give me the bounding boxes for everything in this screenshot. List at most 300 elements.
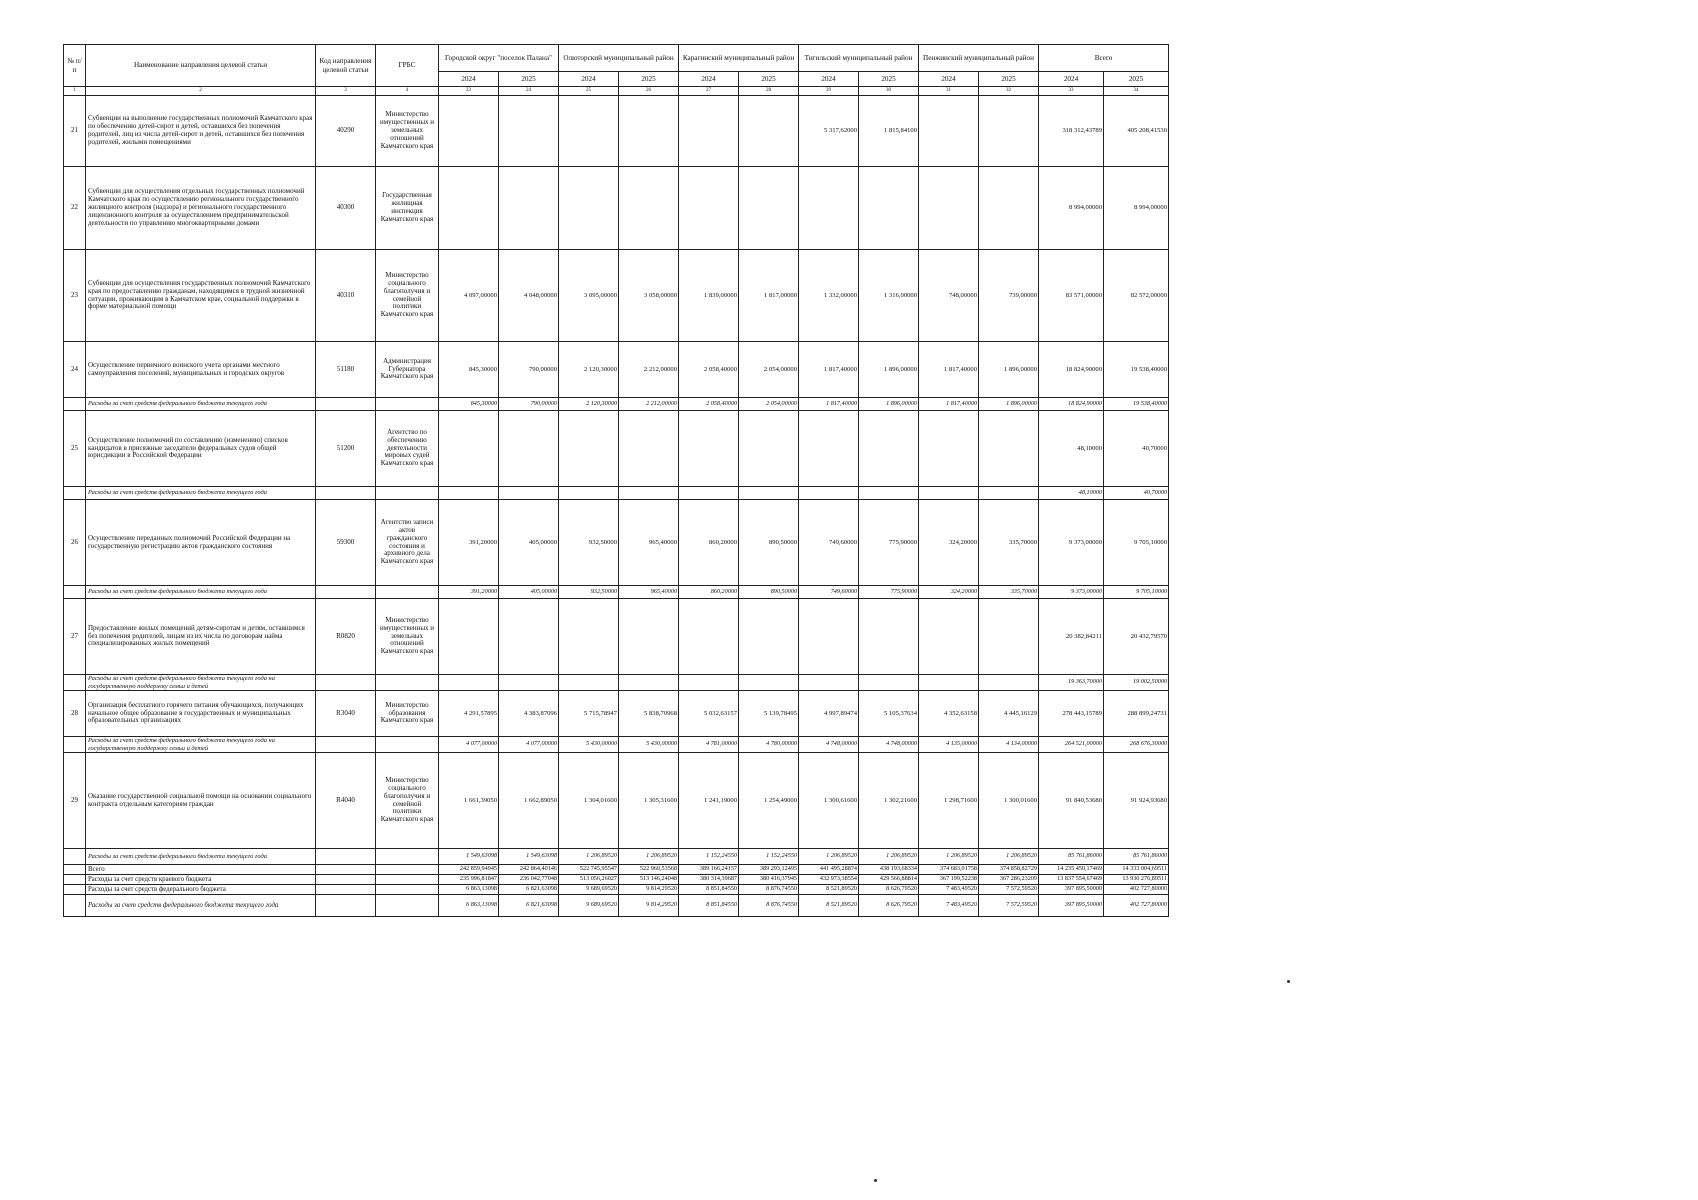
row-grbs xyxy=(376,885,439,895)
row-grbs xyxy=(376,487,439,500)
table-row xyxy=(64,691,1169,737)
header-year: 2025 xyxy=(1104,72,1169,87)
value-cell: 5 317,62000 xyxy=(799,96,859,167)
value-cell: 4 445,16129 xyxy=(979,691,1039,737)
row-code: 51180 xyxy=(316,342,376,398)
row-number: 24 xyxy=(64,342,86,398)
value-cell: 2 054,00000 xyxy=(739,342,799,398)
value-cell: 397 895,50000 xyxy=(1039,895,1104,917)
column-number: 33 xyxy=(1039,87,1104,96)
row-number: 27 xyxy=(64,599,86,675)
value-cell: 18 824,90000 xyxy=(1039,398,1104,411)
value-cell: 18 824,90000 xyxy=(1039,342,1104,398)
value-cell: 242 859,94945 xyxy=(439,865,499,875)
value-cell: 1 206,89520 xyxy=(859,849,919,865)
value-cell: 4 781,00000 xyxy=(679,737,739,753)
header-group-penzhinsky: Пенжинский муниципальный район xyxy=(919,45,1039,72)
value-cell xyxy=(499,411,559,487)
value-cell: 6 863,13098 xyxy=(439,885,499,895)
column-number: 1 xyxy=(64,87,86,96)
value-cell: 324,20000 xyxy=(919,586,979,599)
row-number: 28 xyxy=(64,691,86,737)
value-cell: 5 430,00000 xyxy=(559,737,619,753)
value-cell xyxy=(619,167,679,250)
table-header xyxy=(64,45,1169,96)
value-cell: 8 626,79520 xyxy=(859,895,919,917)
value-cell: 405,00000 xyxy=(499,586,559,599)
value-cell: 380 314,39687 xyxy=(679,875,739,885)
row-code xyxy=(316,865,376,875)
header-year: 2024 xyxy=(799,72,859,87)
value-cell xyxy=(499,675,559,691)
value-cell: 775,90000 xyxy=(859,500,919,586)
value-cell: 1 241,19000 xyxy=(679,753,739,849)
value-cell xyxy=(739,411,799,487)
value-cell: 1 206,89520 xyxy=(559,849,619,865)
column-number: 26 xyxy=(619,87,679,96)
value-cell: 19 363,70000 xyxy=(1039,675,1104,691)
value-cell xyxy=(619,675,679,691)
value-cell: 4 383,87096 xyxy=(499,691,559,737)
table-body xyxy=(64,96,1169,917)
row-name: Организация бесплатного горячего питания обучающихся, получающих начальное общее образование в государственных и муниципальных образовательных организациях xyxy=(86,691,316,737)
value-cell: 8 521,89520 xyxy=(799,895,859,917)
column-number: 34 xyxy=(1104,87,1169,96)
value-cell: 1 815,84100 xyxy=(859,96,919,167)
subtotal-row xyxy=(64,849,1169,865)
value-cell: 1 896,00000 xyxy=(859,342,919,398)
value-cell xyxy=(619,411,679,487)
value-cell: 1 305,31600 xyxy=(619,753,679,849)
row-grbs: Министерство имущественных и земельных отношений Камчатского края xyxy=(376,96,439,167)
table-row xyxy=(64,342,1169,398)
table-row xyxy=(64,411,1169,487)
header-year: 2025 xyxy=(499,72,559,87)
value-cell: 9 705,10000 xyxy=(1104,500,1169,586)
value-cell: 965,40000 xyxy=(619,586,679,599)
row-code xyxy=(316,675,376,691)
value-cell: 8 994,00000 xyxy=(1039,167,1104,250)
value-cell: 82 572,00000 xyxy=(1104,250,1169,342)
column-number: 30 xyxy=(859,87,919,96)
value-cell xyxy=(979,167,1039,250)
value-cell: 389 293,12495 xyxy=(739,865,799,875)
row-name: Осуществление первичного воинского учета органами местного самоуправления поселений, муниципальных и городских округов xyxy=(86,342,316,398)
value-cell: 83 571,00000 xyxy=(1039,250,1104,342)
scan-speck xyxy=(874,1179,877,1182)
total-row xyxy=(64,865,1169,875)
header-year: 2024 xyxy=(919,72,979,87)
column-number: 24 xyxy=(499,87,559,96)
row-number xyxy=(64,849,86,865)
row-name: Расходы за счет средств федерального бюджета текущего года xyxy=(86,487,316,500)
row-code: 59300 xyxy=(316,500,376,586)
column-number: 32 xyxy=(979,87,1039,96)
value-cell xyxy=(739,167,799,250)
value-cell: 7 572,59520 xyxy=(979,895,1039,917)
subtotal-row xyxy=(64,586,1169,599)
value-cell: 739,00000 xyxy=(979,250,1039,342)
row-grbs: Министерство имущественных и земельных отношений Камчатского края xyxy=(376,599,439,675)
row-code xyxy=(316,895,376,917)
value-cell xyxy=(919,411,979,487)
value-cell xyxy=(499,96,559,167)
header-group-karaginsky: Карагинский муниципальный район xyxy=(679,45,799,72)
row-name: Расходы за счет средств федерального бюджета текущего года xyxy=(86,895,316,917)
value-cell: 8 876,74550 xyxy=(739,885,799,895)
value-cell: 860,20000 xyxy=(679,586,739,599)
value-cell: 3 058,00000 xyxy=(619,250,679,342)
subtotal-row xyxy=(64,675,1169,691)
value-cell: 5 430,00000 xyxy=(619,737,679,753)
row-code: 51200 xyxy=(316,411,376,487)
value-cell: 8 626,79520 xyxy=(859,885,919,895)
row-name: Расходы за счет средств федерального бюджета текущего года xyxy=(86,398,316,411)
value-cell: 9 814,29520 xyxy=(619,895,679,917)
value-cell: 5 032,63157 xyxy=(679,691,739,737)
value-cell: 19 538,40000 xyxy=(1104,398,1169,411)
row-grbs: Агентство по обеспечению деятельности мировых судей Камчатского края xyxy=(376,411,439,487)
value-cell: 268 676,30000 xyxy=(1104,737,1169,753)
row-grbs xyxy=(376,675,439,691)
value-cell: 14 235 450,17469 xyxy=(1039,865,1104,875)
value-cell xyxy=(619,487,679,500)
value-cell xyxy=(919,675,979,691)
value-cell: 8 851,84550 xyxy=(679,895,739,917)
row-code xyxy=(316,586,376,599)
value-cell: 1 206,89520 xyxy=(979,849,1039,865)
value-cell xyxy=(679,487,739,500)
value-cell: 391,20000 xyxy=(439,586,499,599)
value-cell: 932,50000 xyxy=(559,586,619,599)
value-cell xyxy=(619,96,679,167)
value-cell: 1 206,89520 xyxy=(619,849,679,865)
value-cell: 513 056,26027 xyxy=(559,875,619,885)
row-name: Осуществление полномочий по составлению (изменению) списков кандидатов в присяжные заседатели федеральных судов общей юрисдикции в Российской Федерации xyxy=(86,411,316,487)
value-cell: 3 095,00000 xyxy=(559,250,619,342)
value-cell: 235 996,81847 xyxy=(439,875,499,885)
value-cell xyxy=(979,96,1039,167)
row-number xyxy=(64,737,86,753)
value-cell xyxy=(439,599,499,675)
row-name: Осуществление переданных полномочий Российской Федерации на государственную регистрацию актов гражданского состояния xyxy=(86,500,316,586)
value-cell: 374 858,82729 xyxy=(979,865,1039,875)
value-cell xyxy=(439,487,499,500)
value-cell xyxy=(919,96,979,167)
value-cell: 1 298,71600 xyxy=(919,753,979,849)
value-cell: 91 840,53680 xyxy=(1039,753,1104,849)
value-cell: 438 193,68334 xyxy=(859,865,919,875)
value-cell: 7 572,59520 xyxy=(979,885,1039,895)
value-cell: 8 851,84550 xyxy=(679,885,739,895)
row-number: 26 xyxy=(64,500,86,586)
row-number xyxy=(64,895,86,917)
table-row xyxy=(64,167,1169,250)
row-grbs xyxy=(376,895,439,917)
value-cell: 19 002,50000 xyxy=(1104,675,1169,691)
value-cell: 48,10000 xyxy=(1039,411,1104,487)
value-cell: 1 254,49000 xyxy=(739,753,799,849)
column-number-row xyxy=(64,87,1169,96)
value-cell: 1 304,01600 xyxy=(559,753,619,849)
row-grbs xyxy=(376,586,439,599)
row-grbs: Администрация Губернатора Камчатского края xyxy=(376,342,439,398)
value-cell: 790,00000 xyxy=(499,398,559,411)
value-cell xyxy=(919,599,979,675)
value-cell: 4 077,00000 xyxy=(439,737,499,753)
column-number: 23 xyxy=(439,87,499,96)
value-cell: 13 837 554,67469 xyxy=(1039,875,1104,885)
value-cell: 429 566,88814 xyxy=(859,875,919,885)
row-grbs xyxy=(376,398,439,411)
value-cell: 8 521,89520 xyxy=(799,885,859,895)
header-year: 2025 xyxy=(619,72,679,87)
value-cell: 790,00000 xyxy=(499,342,559,398)
value-cell: 14 333 004,69511 xyxy=(1104,865,1169,875)
column-number: 27 xyxy=(679,87,739,96)
row-number xyxy=(64,675,86,691)
value-cell xyxy=(499,167,559,250)
value-cell: 367 199,52238 xyxy=(919,875,979,885)
value-cell: 1 206,89520 xyxy=(919,849,979,865)
value-cell xyxy=(679,96,739,167)
row-number xyxy=(64,398,86,411)
value-cell: 6 821,63098 xyxy=(499,885,559,895)
value-cell: 8 994,00000 xyxy=(1104,167,1169,250)
value-cell: 236 042,77048 xyxy=(499,875,559,885)
value-cell: 860,20000 xyxy=(679,500,739,586)
value-cell xyxy=(439,675,499,691)
value-cell: 40,70000 xyxy=(1104,411,1169,487)
value-cell: 845,30000 xyxy=(439,398,499,411)
value-cell: 7 483,49520 xyxy=(919,885,979,895)
header-grbs: ГРБС xyxy=(376,45,439,87)
header-group-tigilsky: Тигильский муниципальный район xyxy=(799,45,919,72)
value-cell xyxy=(559,96,619,167)
row-grbs xyxy=(376,865,439,875)
value-cell: 432 973,38554 xyxy=(799,875,859,885)
value-cell: 4 748,00000 xyxy=(799,737,859,753)
row-code xyxy=(316,875,376,885)
row-number xyxy=(64,586,86,599)
value-cell: 749,60000 xyxy=(799,500,859,586)
value-cell xyxy=(679,675,739,691)
value-cell: 1 817,40000 xyxy=(919,398,979,411)
value-cell: 85 761,86000 xyxy=(1039,849,1104,865)
value-cell: 9 814,29520 xyxy=(619,885,679,895)
value-cell: 4 352,63158 xyxy=(919,691,979,737)
value-cell: 367 286,23209 xyxy=(979,875,1039,885)
total-row xyxy=(64,895,1169,917)
value-cell: 335,70000 xyxy=(979,500,1039,586)
value-cell: 5 139,78495 xyxy=(739,691,799,737)
value-cell: 8 876,74550 xyxy=(739,895,799,917)
value-cell xyxy=(979,411,1039,487)
value-cell xyxy=(799,487,859,500)
value-cell: 1 206,89520 xyxy=(799,849,859,865)
value-cell: 522 745,95547 xyxy=(559,865,619,875)
value-cell xyxy=(559,167,619,250)
row-code: 40300 xyxy=(316,167,376,250)
value-cell: 932,50000 xyxy=(559,500,619,586)
value-cell: 890,50000 xyxy=(739,586,799,599)
header-num: № п/п xyxy=(64,45,86,87)
value-cell: 40,70000 xyxy=(1104,487,1169,500)
value-cell: 9 689,69520 xyxy=(559,895,619,917)
value-cell: 405 208,41530 xyxy=(1104,96,1169,167)
row-number: 25 xyxy=(64,411,86,487)
column-number: 25 xyxy=(559,87,619,96)
value-cell: 335,70000 xyxy=(979,586,1039,599)
table-row xyxy=(64,753,1169,849)
value-cell: 1 662,89050 xyxy=(499,753,559,849)
header-year: 2025 xyxy=(979,72,1039,87)
value-cell: 19 538,40000 xyxy=(1104,342,1169,398)
row-name: Расходы за счет средств федерального бюджета текущего года на государственную поддержку семьи и детей xyxy=(86,737,316,753)
value-cell: 1 839,00000 xyxy=(679,250,739,342)
value-cell xyxy=(499,599,559,675)
budget-table xyxy=(63,44,1169,917)
value-cell: 4 097,00000 xyxy=(439,250,499,342)
value-cell: 513 146,24048 xyxy=(619,875,679,885)
value-cell: 1 332,00000 xyxy=(799,250,859,342)
value-cell: 1 661,39050 xyxy=(439,753,499,849)
value-cell: 391,20000 xyxy=(439,500,499,586)
scan-speck xyxy=(1287,980,1290,983)
value-cell: 264 521,00000 xyxy=(1039,737,1104,753)
value-cell: 20 382,84211 xyxy=(1039,599,1104,675)
subtotal-row xyxy=(64,398,1169,411)
value-cell: 397 895,50000 xyxy=(1039,885,1104,895)
value-cell: 2 058,40000 xyxy=(679,342,739,398)
column-number: 4 xyxy=(376,87,439,96)
value-cell: 278 443,15789 xyxy=(1039,691,1104,737)
value-cell xyxy=(679,599,739,675)
row-code xyxy=(316,885,376,895)
header-year: 2024 xyxy=(679,72,739,87)
row-name: Предоставление жилых помещений детям-сиротам и детям, оставшимся без попечения родителей, лицам из их числа по договорам найма специализированных жилых помещений xyxy=(86,599,316,675)
row-name: Расходы за счет средств краевого бюджета xyxy=(86,875,316,885)
value-cell: 1 300,61600 xyxy=(799,753,859,849)
value-cell xyxy=(499,487,559,500)
row-grbs: Агентство записи актов гражданского состояния и архивного дела Камчатского края xyxy=(376,500,439,586)
value-cell xyxy=(919,487,979,500)
value-cell xyxy=(859,487,919,500)
value-cell: 748,00000 xyxy=(919,250,979,342)
value-cell xyxy=(859,599,919,675)
header-group-palana: Городской округ "поселок Палана" xyxy=(439,45,559,72)
row-name: Субвенции для осуществления государственных полномочий Камчатского края по предоставлению гражданам, находящимся в трудной жизненной ситуации, проживающим в Камчатском крае, социальной поддержки в форме материальной помощи xyxy=(86,250,316,342)
row-number xyxy=(64,487,86,500)
value-cell: 20 432,79570 xyxy=(1104,599,1169,675)
row-name: Расходы за счет средств федерального бюджета текущего года xyxy=(86,849,316,865)
value-cell: 2 120,30000 xyxy=(559,398,619,411)
value-cell: 4 997,89474 xyxy=(799,691,859,737)
column-number: 28 xyxy=(739,87,799,96)
value-cell: 9 689,69520 xyxy=(559,885,619,895)
column-number: 29 xyxy=(799,87,859,96)
value-cell xyxy=(979,599,1039,675)
row-code xyxy=(316,849,376,865)
header-group-total: Всего xyxy=(1039,45,1169,72)
value-cell: 4 135,00000 xyxy=(919,737,979,753)
column-number: 3 xyxy=(316,87,376,96)
row-code xyxy=(316,487,376,500)
total-row xyxy=(64,875,1169,885)
header-name: Наименование направления целевой статьи xyxy=(86,45,316,87)
row-code xyxy=(316,398,376,411)
value-cell xyxy=(799,167,859,250)
value-cell: 1 896,00000 xyxy=(979,342,1039,398)
value-cell: 1 152,24550 xyxy=(679,849,739,865)
value-cell: 845,30000 xyxy=(439,342,499,398)
row-name: Субвенции на выполнение государственных полномочий Камчатского края по обеспечению детей-сирот и детей, оставшихся без попечения родителей, лиц из числа детей-сирот и детей, оставшихся без попечения родителей, жилыми помещениями xyxy=(86,96,316,167)
header-year: 2024 xyxy=(439,72,499,87)
row-grbs: Министерство образования Камчатского края xyxy=(376,691,439,737)
value-cell: 7 483,49520 xyxy=(919,895,979,917)
value-cell: 441 495,28874 xyxy=(799,865,859,875)
value-cell: 5 105,37634 xyxy=(859,691,919,737)
table-row xyxy=(64,500,1169,586)
value-cell: 1 817,40000 xyxy=(919,342,979,398)
value-cell: 1 896,00000 xyxy=(859,398,919,411)
value-cell: 1 549,63098 xyxy=(439,849,499,865)
value-cell: 2 212,00000 xyxy=(619,342,679,398)
value-cell: 402 727,80000 xyxy=(1104,885,1169,895)
value-cell xyxy=(739,96,799,167)
value-cell: 5 715,78947 xyxy=(559,691,619,737)
value-cell: 85 761,86000 xyxy=(1104,849,1169,865)
value-cell: 4 780,00000 xyxy=(739,737,799,753)
value-cell: 6 863,13098 xyxy=(439,895,499,917)
value-cell xyxy=(439,167,499,250)
value-cell xyxy=(979,487,1039,500)
table-row xyxy=(64,599,1169,675)
row-name: Всего xyxy=(86,865,316,875)
value-cell: 91 924,93680 xyxy=(1104,753,1169,849)
value-cell: 242 864,40146 xyxy=(499,865,559,875)
subtotal-row xyxy=(64,487,1169,500)
row-code: R3040 xyxy=(316,691,376,737)
value-cell: 48,10000 xyxy=(1039,487,1104,500)
value-cell: 1 152,24550 xyxy=(739,849,799,865)
value-cell: 402 727,80000 xyxy=(1104,895,1169,917)
row-grbs: Государственная жилищная инспекция Камчатского края xyxy=(376,167,439,250)
value-cell xyxy=(439,96,499,167)
value-cell: 374 683,01758 xyxy=(919,865,979,875)
value-cell xyxy=(559,411,619,487)
header-year: 2025 xyxy=(739,72,799,87)
value-cell: 1 817,00000 xyxy=(739,250,799,342)
value-cell: 2 054,00000 xyxy=(739,398,799,411)
header-year: 2024 xyxy=(1039,72,1104,87)
value-cell xyxy=(799,599,859,675)
row-code xyxy=(316,737,376,753)
value-cell xyxy=(439,411,499,487)
value-cell xyxy=(799,675,859,691)
row-number xyxy=(64,865,86,875)
value-cell: 2 120,30000 xyxy=(559,342,619,398)
row-code: R0820 xyxy=(316,599,376,675)
value-cell: 6 821,63098 xyxy=(499,895,559,917)
value-cell: 4 134,00000 xyxy=(979,737,1039,753)
value-cell: 775,90000 xyxy=(859,586,919,599)
value-cell xyxy=(739,599,799,675)
value-cell xyxy=(559,599,619,675)
row-number: 21 xyxy=(64,96,86,167)
value-cell xyxy=(859,411,919,487)
value-cell: 2 212,00000 xyxy=(619,398,679,411)
